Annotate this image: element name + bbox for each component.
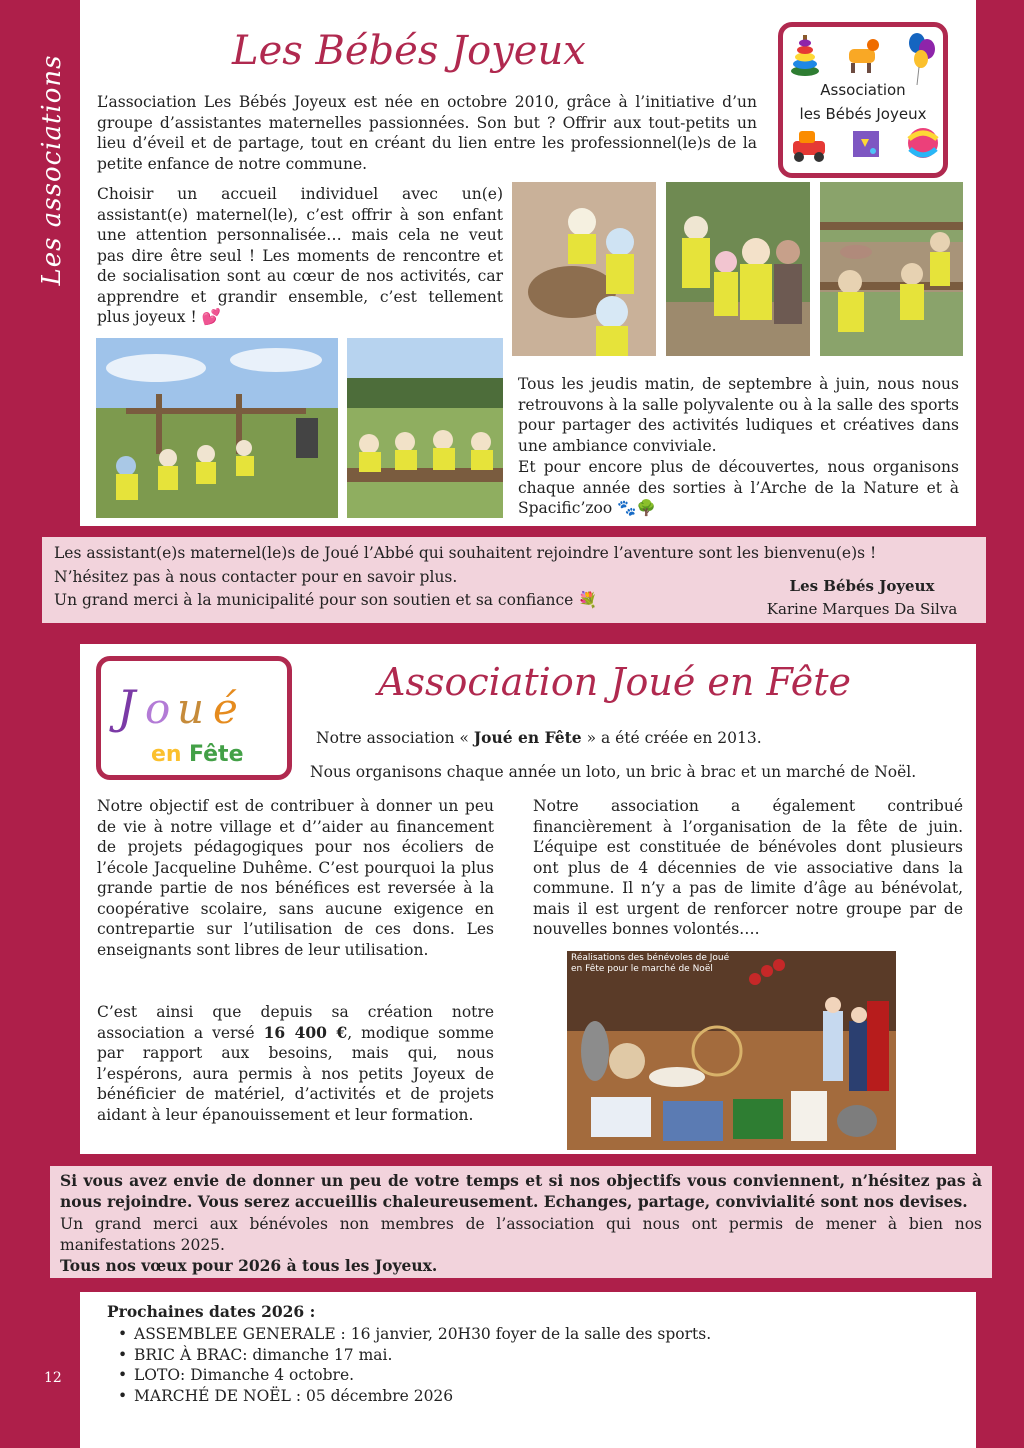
bebes-title: Les Bébés Joyeux xyxy=(232,28,586,74)
svg-text:é: é xyxy=(213,684,238,733)
photo-children-bench xyxy=(347,338,503,518)
fete-note-wishes: Tous nos vœux pour 2026 à tous les Joyeux. xyxy=(60,1256,438,1275)
bebes-intro: L’association Les Bébés Joyeux est née en octobre 2010, grâce à l’initiative d’un groupe d’assistantes maternelles passionnées. Son but ? Offrir aux tout-petits un lieu d’éveil et de partage, tout en créant du lien entre les professionnel(le)s de la petite enfance de notre commune. xyxy=(97,93,757,173)
joue-en-fete-illustration xyxy=(101,661,287,775)
svg-text:o: o xyxy=(145,684,171,733)
fete-note xyxy=(50,1166,992,1278)
page-number: 12 xyxy=(44,1370,62,1386)
svg-text:J: J xyxy=(117,680,136,734)
dates-list xyxy=(112,1324,932,1406)
date-item: • LOTO: Dimanche 4 octobre. xyxy=(112,1365,932,1386)
photo-christmas-crafts xyxy=(567,951,896,1150)
photo-children-farm-wide xyxy=(96,338,338,518)
fete-goal: Notre objectif est de contribuer à donner un peu de vie à notre village et d’’aider au financement de projets pédagogiques pour nos écoliers de l’école Jacqueline Duhême. C’est pourquoi la plus grande partie de nos bénéfices est reversée à la coopérative scolaire, sans aucune exigence en contrepartie sur l’utilisation de ces dons. Les enseignants sont libres de leur utilisation. xyxy=(97,797,494,959)
bebes-thursdays: Tous les jeudis matin, de septembre à juin, nous nous retrouvons à la salle polyvalente ou à la salle des sports pour partager des activités ludiques et créatives dans une ambiance conviviale. xyxy=(518,375,959,455)
bouquet-emoji: 💐 xyxy=(578,591,598,609)
fete-team: Notre association a également contribué financièrement à l’organisation de la fête de juin. L’équipe est constituée de bénévoles dont plusieurs ont plus de 4 décennies de vie associative dans la commune. Il n’y a pas de limite d’âge au bénévolat, mais il est urgent de renforcer notre groupe par de nouvelles bonnes volontés…. xyxy=(533,797,963,938)
fete-title: Association Joué en Fête xyxy=(378,660,851,704)
logo-line-2: les Bébés Joyeux xyxy=(799,105,927,123)
note-line-3: Un grand merci à la municipalité pour son soutien et sa confiance 💐 xyxy=(54,591,598,609)
fete-amount: C’est ainsi que depuis sa création notre association a versé 16 400 €, modique somme par rapport aux besoins, mais qui, nous l’espérons, aura permis à nos petits Joyeux de bénéficier de matériel, d’activités et de projets aidant à leur épanouissement et leur formation. xyxy=(97,1003,494,1124)
date-item: • ASSEMBLEE GENERALE : 16 janvier, 20H30 foyer de la salle des sports. xyxy=(112,1324,932,1345)
svg-text:u: u xyxy=(177,684,205,733)
fete-logo xyxy=(96,656,292,780)
photo-goats-enclosure xyxy=(820,182,963,356)
date-item: • BRIC À BRAC: dimanche 17 mai. xyxy=(112,1345,932,1366)
logo-line-1: Association xyxy=(820,81,906,99)
dates-heading: Prochaines dates 2026 : xyxy=(107,1302,316,1321)
fete-intro-1: Notre association « Joué en Fête » a été créée en 2013. xyxy=(316,728,762,747)
paw-tree-emoji: 🐾🌳 xyxy=(617,499,656,517)
signature-name: Karine Marques Da Silva xyxy=(766,600,958,618)
note-line-1: Les assistant(e)s maternel(le)s de Joué l’Abbé qui souhaitent rejoindre l’aventure sont les bienvenu(e)s ! xyxy=(54,544,877,562)
photo-caption: Réalisations des bénévoles de Joué en Fête pour le marché de Noël xyxy=(571,953,730,974)
signature-org: Les Bébés Joyeux xyxy=(789,577,935,595)
note-line-2: N’hésitez pas à nous contacter pour en savoir plus. xyxy=(54,568,458,586)
bebes-choice: Choisir un accueil individuel avec un(e) assistant(e) maternel(le), c’est offrir à son enfant une attention personnalisée… mais cela ne veut pas dire être seul ! Les moments de rencontre et de socialisation sont au cœur de nos activités, car apprendre et grandir ensemble, c’est tellement plus joyeux ! 💕 xyxy=(97,185,503,326)
photo-tortoise xyxy=(512,182,656,356)
fete-note-bold: Si vous avez envie de donner un peu de votre temps et si nos objectifs vous conviennent, n’hésitez pas à nous rejoindre. Vous serez accueillis chaleureusement. Echanges, partage, convivialité sont nos devises. xyxy=(60,1171,982,1211)
fete-intro-2: Nous organisons chaque année un loto, un bric à brac et un marché de Noël. xyxy=(310,763,917,781)
toys-illustration xyxy=(783,27,943,173)
bebes-note xyxy=(42,537,986,623)
date-item: • MARCHÉ DE NOËL : 05 décembre 2026 xyxy=(112,1386,932,1407)
dates-card xyxy=(80,1292,976,1448)
bebes-logo xyxy=(778,22,948,178)
section-title: Les associations xyxy=(37,54,67,286)
svg-text:en: en xyxy=(151,742,182,767)
hearts-emoji: 💕 xyxy=(201,308,221,326)
fete-note-thanks: Un grand merci aux bénévoles non membres de l’association qui nous ont permis de mener à bien nos manifestations 2025. xyxy=(60,1215,982,1254)
photo-children-fence xyxy=(666,182,810,356)
bebes-outings: Et pour encore plus de découvertes, nous organisons chaque année des sorties à l’Arche de la Nature et à Spacific’zoo 🐾🌳 xyxy=(518,458,959,517)
svg-text:Fête: Fête xyxy=(189,742,244,767)
